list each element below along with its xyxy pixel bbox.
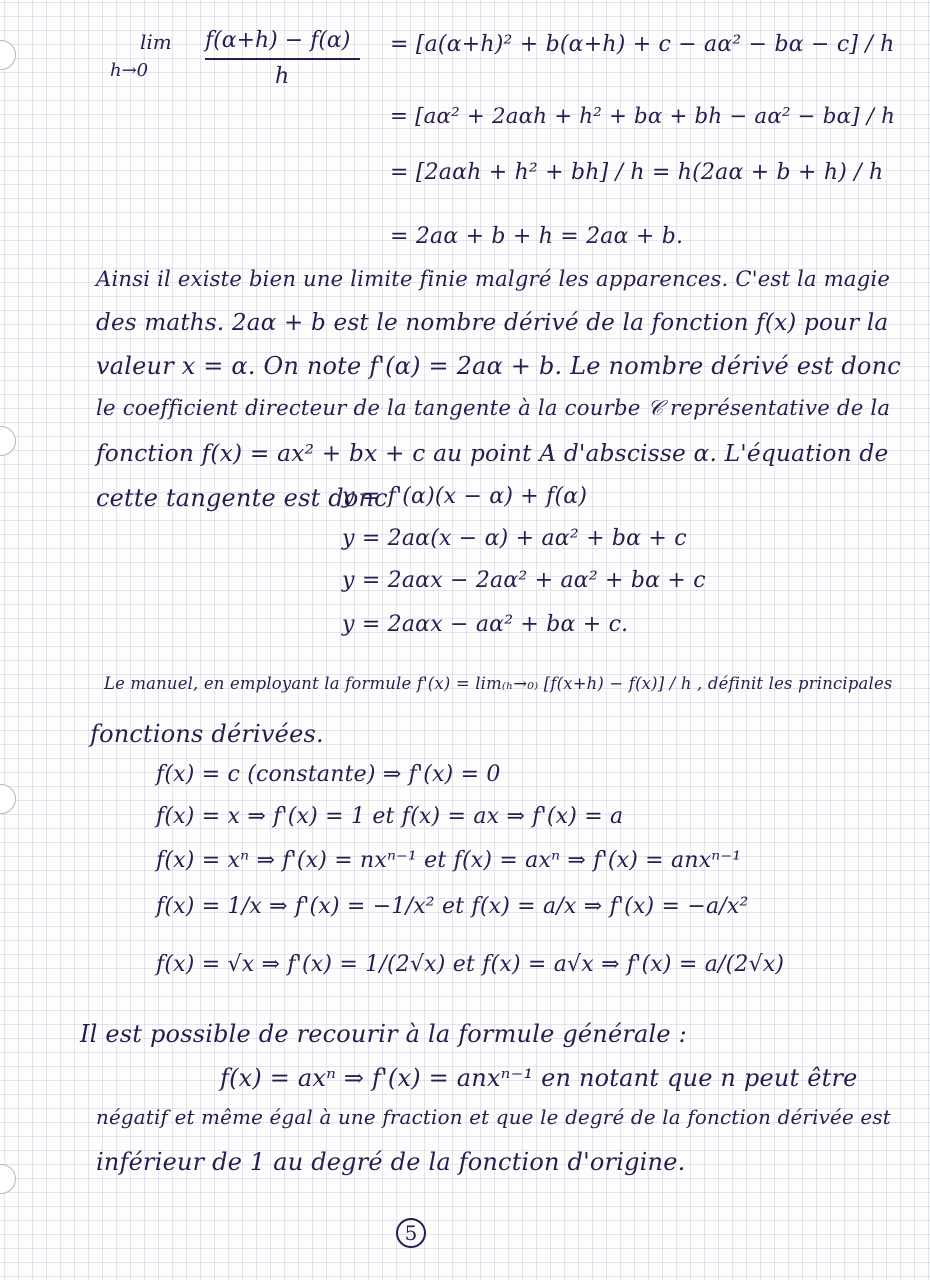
limit-expression	[110, 24, 360, 94]
text-line: cette tangente est donc	[96, 484, 388, 512]
derivation-step: = 2aα + b + h = 2aα + b.	[390, 224, 684, 249]
derivation-step: = [a(α+h)² + b(α+h) + c − aα² − bα − c] / h	[390, 32, 895, 57]
tangent-equation: y = 2aαx − aα² + bα + c.	[342, 612, 629, 637]
limit-denominator: h	[275, 64, 290, 89]
tangent-equation: y = 2aαx − 2aα² + aα² + bα + c	[342, 568, 706, 593]
text-line: valeur x = α. On note f'(α) = 2aα + b. Le nombre dérivé est donc	[96, 352, 901, 380]
derivation-step: = [aα² + 2aαh + h² + bα + bh − aα² − bα] / h	[390, 104, 896, 129]
limit-subscript: h→0	[110, 60, 149, 81]
derivation-step: = [2aαh + h² + bh] / h = h(2aα + b + h) / h	[390, 160, 884, 185]
binder-hole	[0, 784, 16, 814]
text-line: fonction f(x) = ax² + bx + c au point A d'abscisse α. L'équation de	[96, 440, 889, 467]
limit-operator: lim	[140, 30, 172, 54]
binder-hole	[0, 426, 16, 456]
tangent-equation: y = f'(α)(x − α) + f(α)	[342, 484, 588, 509]
general-formula: f(x) = axⁿ ⇒ f'(x) = anxⁿ⁻¹ en notant que n peut être	[220, 1064, 858, 1092]
text-line: Ainsi il existe bien une limite finie malgré les apparences. C'est la magie	[96, 266, 891, 291]
text-line: Il est possible de recourir à la formule générale :	[80, 1020, 687, 1048]
derivative-rule: f(x) = 1/x ⇒ f'(x) = −1/x² et f(x) = a/x ⇒ f'(x) = −a/x²	[156, 894, 749, 919]
text-line: des maths. 2aα + b est le nombre dérivé de la fonction f(x) pour la	[96, 310, 889, 336]
binder-hole	[0, 1164, 16, 1194]
text-line: négatif et même égal à une fraction et que le degré de la fonction dérivée est	[96, 1106, 891, 1129]
tangent-equation: y = 2aα(x − α) + aα² + bα + c	[342, 526, 687, 551]
text-line: le coefficient directeur de la tangente à la courbe 𝒞 représentative de la	[96, 396, 891, 421]
page-number: 5	[396, 1218, 426, 1248]
text-line: Le manuel, en employant la formule f'(x) = lim₍ₕ→₀₎ [f(x+h) − f(x)] / h , définit les principales	[104, 674, 893, 693]
derivative-rule: f(x) = xⁿ ⇒ f'(x) = nxⁿ⁻¹ et f(x) = axⁿ ⇒ f'(x) = anxⁿ⁻¹	[156, 848, 742, 873]
binder-hole	[0, 40, 16, 70]
derivative-rule: f(x) = √x ⇒ f'(x) = 1/(2√x) et f(x) = a√x ⇒ f'(x) = a/(2√x)	[156, 952, 785, 977]
derivative-rule: f(x) = c (constante) ⇒ f'(x) = 0	[156, 762, 501, 787]
derivative-rule: f(x) = x ⇒ f'(x) = 1 et f(x) = ax ⇒ f'(x) = a	[156, 804, 624, 829]
limit-numerator: f(α+h) − f(α)	[205, 28, 351, 53]
text-line: fonctions dérivées.	[90, 720, 324, 748]
fraction-bar	[205, 58, 360, 60]
text-line: inférieur de 1 au degré de la fonction d'origine.	[96, 1148, 686, 1176]
